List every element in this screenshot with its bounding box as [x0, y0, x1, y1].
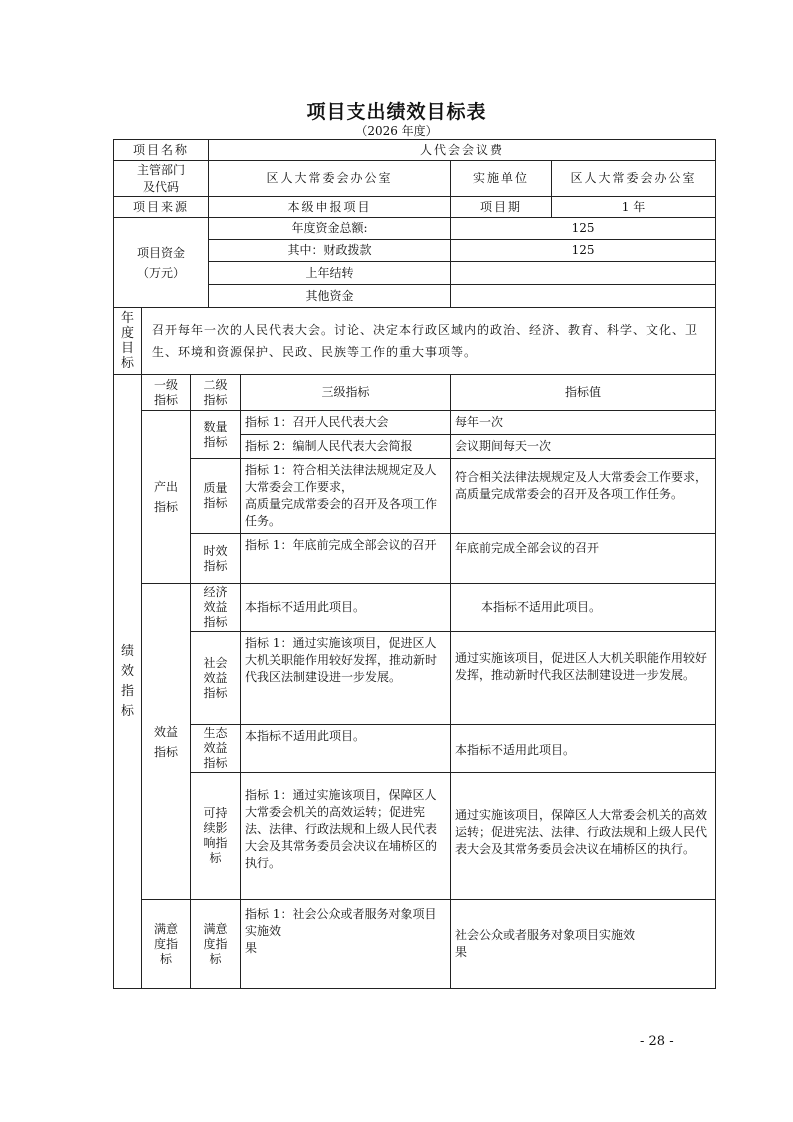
quality-label: 质量 指标	[191, 459, 241, 534]
funds-fiscal-value: 125	[451, 240, 716, 262]
ecological-indicator-1-value: 本指标不适用此项目。	[451, 725, 716, 773]
page-subtitle: （2026 年度）	[355, 124, 438, 138]
satisfaction-indicator-1-value: 社会公众或者服务对象项目实施效 果	[451, 900, 716, 989]
level2-header: 二级 指标	[191, 375, 241, 411]
quantity-indicator-2: 指标 2：编制人民代表大会简报	[241, 435, 451, 459]
project-name-value: 人代会会议费	[209, 140, 716, 161]
quantity-label: 数量 指标	[191, 411, 241, 459]
quality-indicator-1-value: 符合相关法律法规规定及人大常委会工作要求，高质量完成常委会的召开及各项工作任务。	[451, 459, 716, 534]
social-indicator-1-value: 通过实施该项目，促进区人大机关职能作用较好发挥，推动新时代我区法制建设进一步发展。	[451, 632, 716, 725]
sustainable-label: 可持 续影 响指 标	[191, 773, 241, 900]
page-number: - 28 -	[640, 1034, 674, 1049]
funds-carryover-value	[451, 262, 716, 285]
funds-other-label: 其他资金	[209, 285, 451, 308]
satisfaction-label: 满意 度指 标	[142, 900, 191, 989]
value-header: 指标值	[451, 375, 716, 411]
funds-carryover-label: 上年结转	[209, 262, 451, 285]
level1-header: 一级 指标	[142, 375, 191, 411]
indicators-section-label: 绩 效 指 标	[114, 375, 142, 989]
quality-indicator-1: 指标 1：符合相关法律法规规定及人大常委会工作要求， 高质量完成常委会的召开及各项工作任务。	[241, 459, 451, 534]
timeliness-label: 时效 指标	[191, 534, 241, 584]
ecological-label: 生态 效益 指标	[191, 725, 241, 773]
dept-label: 主管部门 及代码	[114, 161, 209, 197]
quantity-indicator-1: 指标 1：召开人民代表大会	[241, 411, 451, 435]
period-value: 1 年	[552, 197, 716, 218]
funds-other-value	[451, 285, 716, 308]
funds-total-label: 年度资金总额:	[209, 218, 451, 240]
social-label: 社会 效益 指标	[191, 632, 241, 725]
impl-label: 实施单位	[451, 161, 552, 197]
satisfaction-sub-label: 满意 度指 标	[191, 900, 241, 989]
project-name-label: 项目名称	[114, 140, 209, 161]
sustainable-indicator-1-value: 通过实施该项目，保障区人大常委会机关的高效运转；促进宪法、法律、行政法规和上级人民代表大会及其常务委员会决议在埔桥区的执行。	[451, 773, 716, 900]
funds-label: 项目资金 （万元）	[114, 218, 209, 308]
annual-goal-label: 年 度 目 标	[114, 308, 142, 375]
impl-value: 区人大常委会办公室	[552, 161, 716, 197]
page-title: 项目支出绩效目标表	[306, 101, 487, 123]
source-value: 本级申报项目	[209, 197, 451, 218]
quantity-indicator-2-value: 会议期间每天一次	[451, 435, 716, 459]
timeliness-indicator-1-value: 年底前完成全部会议的召开	[451, 534, 716, 584]
level3-header: 三级指标	[241, 375, 451, 411]
source-label: 项目来源	[114, 197, 209, 218]
ecological-indicator-1: 本指标不适用此项目。	[241, 725, 451, 773]
annual-goal-text: 召开每年一次的人民代表大会。讨论、决定本行政区域内的政治、经济、教育、科学、文化、卫生、环境和资源保护、民政、民族等工作的重大事项等。	[142, 308, 716, 375]
funds-total-value: 125	[451, 218, 716, 240]
output-label: 产出 指标	[142, 411, 191, 584]
funds-fiscal-label: 其中：财政拨款	[209, 240, 451, 262]
timeliness-indicator-1: 指标 1：年底前完成全部会议的召开	[241, 534, 451, 584]
economic-indicator-1-value: 本指标不适用此项目。	[451, 584, 716, 632]
dept-value: 区人大常委会办公室	[209, 161, 451, 197]
social-indicator-1: 指标 1：通过实施该项目，促进区人大机关职能作用较好发挥，推动新时代我区法制建设进一步发展。	[241, 632, 451, 725]
economic-label: 经济 效益 指标	[191, 584, 241, 632]
economic-indicator-1: 本指标不适用此项目。	[241, 584, 451, 632]
satisfaction-indicator-1: 指标 1：社会公众或者服务对象项目实施效 果	[241, 900, 451, 989]
period-label: 项目期	[451, 197, 552, 218]
quantity-indicator-1-value: 每年一次	[451, 411, 716, 435]
sustainable-indicator-1: 指标 1：通过实施该项目，保障区人大常委会机关的高效运转；促进宪法、法律、行政法规和上级人民代表大会及其常务委员会决议在埔桥区的执行。	[241, 773, 451, 900]
performance-target-table	[113, 139, 716, 989]
benefit-label: 效益 指标	[142, 584, 191, 900]
